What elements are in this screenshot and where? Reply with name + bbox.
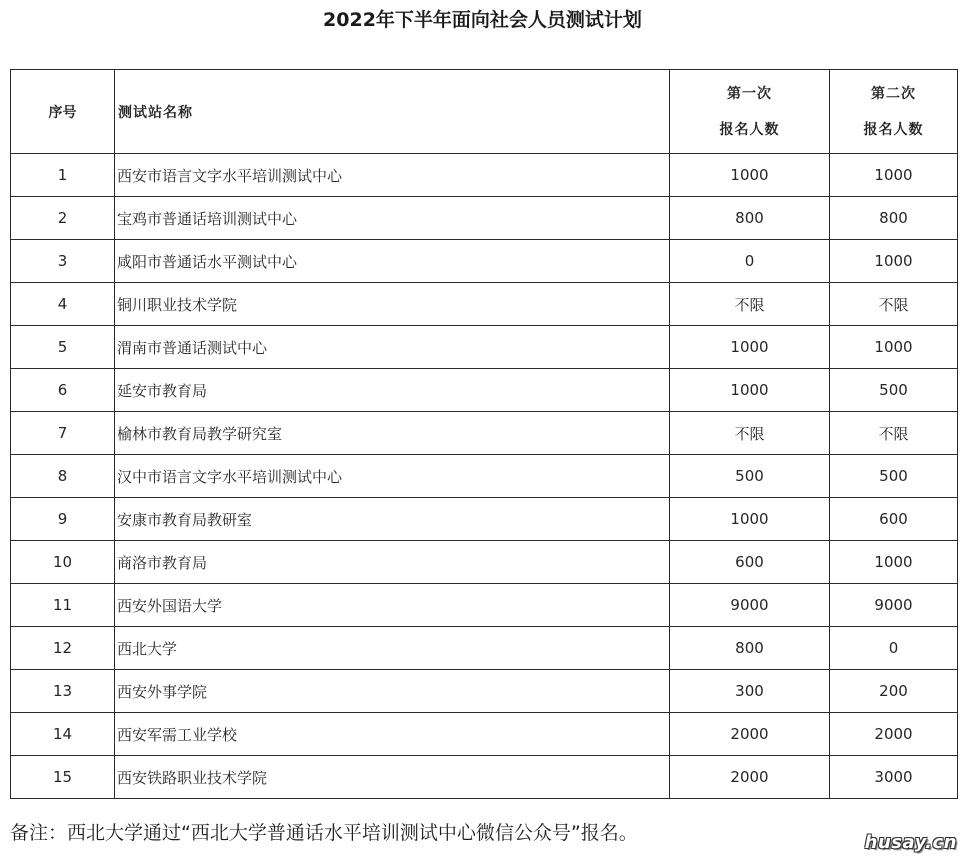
row-index-cell: 13 [11,670,115,713]
row-station-name-cell: 安康市教育局教研室 [115,498,670,541]
row-second-count-cell: 1000 [830,154,958,197]
row-second-count-cell: 500 [830,455,958,498]
row-first-count-cell: 300 [670,670,830,713]
header-first-registration [670,70,830,154]
row-index-cell: 15 [11,756,115,799]
row-first-count-cell: 2000 [670,713,830,756]
table-row [11,455,958,498]
row-second-count-cell: 1000 [830,240,958,283]
row-first-count-cell: 500 [670,455,830,498]
row-second-count-cell: 1000 [830,326,958,369]
table-row [11,756,958,799]
row-index-cell: 9 [11,498,115,541]
header-second-registration [830,70,958,154]
table-row [11,713,958,756]
table-row [11,283,958,326]
table-row [11,498,958,541]
row-station-name-cell: 西北大学 [115,627,670,670]
table-row [11,369,958,412]
table-row [11,197,958,240]
table-row [11,240,958,283]
row-first-count-cell: 600 [670,541,830,584]
row-second-count-cell: 3000 [830,756,958,799]
row-first-count-cell: 不限 [670,283,830,326]
row-first-count-cell: 0 [670,240,830,283]
table-row [11,412,958,455]
row-first-count-cell: 9000 [670,584,830,627]
row-second-count-cell: 800 [830,197,958,240]
header-first-line2: 报名人数 [719,121,780,138]
row-station-name-cell: 西安市语言文字水平培训测试中心 [115,154,670,197]
row-second-count-cell: 600 [830,498,958,541]
table-row [11,670,958,713]
row-station-name-cell: 汉中市语言文字水平培训测试中心 [115,455,670,498]
row-first-count-cell: 不限 [670,412,830,455]
row-station-name-cell: 榆林市教育局教学研究室 [115,412,670,455]
row-second-count-cell: 500 [830,369,958,412]
row-station-name-cell: 西安铁路职业技术学院 [115,756,670,799]
row-station-name-cell: 商洛市教育局 [115,541,670,584]
row-index-cell: 4 [11,283,115,326]
row-second-count-cell: 0 [830,627,958,670]
row-second-count-cell: 不限 [830,412,958,455]
row-first-count-cell: 1000 [670,154,830,197]
row-station-name-cell: 渭南市普通话测试中心 [115,326,670,369]
row-first-count-cell: 800 [670,627,830,670]
row-index-cell: 8 [11,455,115,498]
row-index-cell: 12 [11,627,115,670]
table-header-row [11,70,958,154]
row-first-count-cell: 2000 [670,756,830,799]
row-second-count-cell: 1000 [830,541,958,584]
row-station-name-cell: 宝鸡市普通话培训测试中心 [115,197,670,240]
row-station-name-cell: 西安外国语大学 [115,584,670,627]
row-index-cell: 2 [11,197,115,240]
row-index-cell: 10 [11,541,115,584]
table-row [11,584,958,627]
row-first-count-cell: 1000 [670,369,830,412]
table-row [11,326,958,369]
row-station-name-cell: 西安外事学院 [115,670,670,713]
row-station-name-cell: 延安市教育局 [115,369,670,412]
row-index-cell: 5 [11,326,115,369]
header-index: 序号 [11,70,115,154]
row-second-count-cell: 200 [830,670,958,713]
test-plan-table [10,69,958,799]
row-index-cell: 1 [11,154,115,197]
header-first-line1: 第一次 [727,85,772,102]
page-title: 2022年下半年面向社会人员测试计划 [323,9,642,31]
table-row [11,154,958,197]
row-station-name-cell: 西安军需工业学校 [115,713,670,756]
header-second-line2: 报名人数 [863,121,924,138]
row-index-cell: 3 [11,240,115,283]
header-second-line1: 第二次 [871,85,916,102]
row-index-cell: 11 [11,584,115,627]
row-index-cell: 14 [11,713,115,756]
table-row [11,541,958,584]
row-station-name-cell: 铜川职业技术学院 [115,283,670,326]
row-first-count-cell: 1000 [670,498,830,541]
row-index-cell: 7 [11,412,115,455]
header-station-name: 测试站名称 [115,70,670,154]
row-station-name-cell: 咸阳市普通话水平测试中心 [115,240,670,283]
watermark-logo: husay.cn [864,832,957,853]
table-row [11,627,958,670]
row-second-count-cell: 不限 [830,283,958,326]
footnote: 备注：西北大学通过“西北大学普通话水平培训测试中心微信公众号”报名。 [10,822,638,844]
row-second-count-cell: 9000 [830,584,958,627]
row-first-count-cell: 1000 [670,326,830,369]
row-second-count-cell: 2000 [830,713,958,756]
row-first-count-cell: 800 [670,197,830,240]
row-index-cell: 6 [11,369,115,412]
